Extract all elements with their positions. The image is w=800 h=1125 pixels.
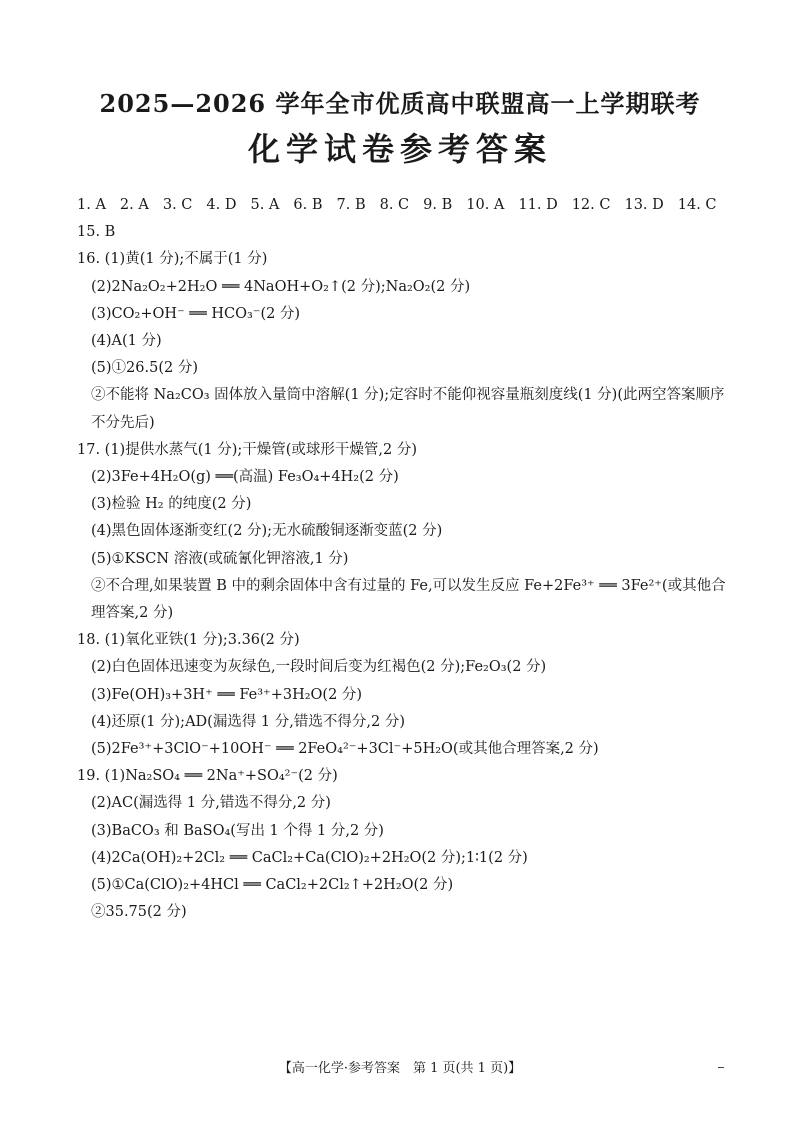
- mc-answer: 11. D: [518, 197, 558, 213]
- q17-part5-2: ②不合理,如果装置 B 中的剩余固体中含有过量的 Fe,可以发生反应 Fe+2Fe³⁺ ══ 3Fe²⁺(或其他合理答案,2 分): [91, 577, 726, 622]
- mc-answer: 14. C: [677, 197, 717, 213]
- q19-part5-2: ②35.75(2 分): [91, 904, 187, 921]
- mc-answer: 5. A: [250, 197, 280, 213]
- q19-part5: (5)①Ca(ClO)₂+4HCl ══ CaCl₂+2Cl₂↑+2H₂O(2 分): [91, 877, 454, 894]
- q17-part5: (5)①KSCN 溶液(或硫氰化钾溶液,1 分): [91, 550, 349, 567]
- mc-answer: 6. B: [293, 197, 323, 213]
- q16-part1: 16. (1)黄(1 分);不属于(1 分): [77, 251, 268, 268]
- q19-part2: (2)AC(漏选得 1 分,错选不得分,2 分): [91, 795, 331, 812]
- mc-answer: 13. D: [624, 197, 664, 213]
- answer-content: [77, 192, 737, 926]
- mc-answer: 3. C: [162, 197, 193, 213]
- document-title: 化学试卷参考答案: [247, 130, 552, 168]
- mc-answer: 7. B: [336, 197, 366, 213]
- q16-part5: (5)①26.5(2 分): [91, 360, 198, 377]
- q17-part2: (2)3Fe+4H₂O(g) ══(高温) Fe₃O₄+4H₂(2 分): [91, 469, 399, 486]
- mc-answers-row-2: [77, 219, 737, 246]
- q19-part1: 19. (1)Na₂SO₄ ══ 2Na⁺+SO₄²⁻(2 分): [77, 768, 338, 785]
- mc-answer: 8. C: [379, 197, 410, 213]
- mc-answer: 12. C: [571, 197, 611, 213]
- q19-part3: (3)BaCO₃ 和 BaSO₄(写出 1 个得 1 分,2 分): [91, 822, 384, 839]
- q19-part4: (4)2Ca(OH)₂+2Cl₂ ══ CaCl₂+Ca(ClO)₂+2H₂O(2 分);1∶1(2 分): [91, 849, 528, 866]
- mc-answer: 15. B: [77, 224, 116, 241]
- q17-part3: (3)检验 H₂ 的纯度(2 分): [91, 496, 252, 513]
- q16-part3: (3)CO₂+OH⁻ ══ HCO₃⁻(2 分): [91, 305, 301, 322]
- mc-answer: 10. A: [466, 197, 505, 213]
- q16-part2: (2)2Na₂O₂+2H₂O ══ 4NaOH+O₂↑(2 分);Na₂O₂(2 分): [91, 278, 471, 295]
- q18-part3: (3)Fe(OH)₃+3H⁺ ══ Fe³⁺+3H₂O(2 分): [91, 686, 363, 703]
- mc-answer: 2. A: [119, 197, 149, 213]
- corner-mark: [718, 1067, 724, 1068]
- exam-title: 2025—2026 学年全市优质高中联盟高一上学期联考: [99, 89, 701, 118]
- q17-part4: (4)黑色固体逐渐变红(2 分);无水硫酸铜逐渐变蓝(2 分): [91, 523, 443, 540]
- q18-part5: (5)2Fe³⁺+3ClO⁻+10OH⁻ ══ 2FeO₄²⁻+3Cl⁻+5H₂O(或其他合理答案,2 分): [91, 741, 599, 758]
- mc-answers-row-1: [77, 192, 737, 219]
- q16-part5-2: ②不能将 Na₂CO₃ 固体放入量筒中溶解(1 分);定容时不能仰视容量瓶刻度线(1 分)(此两空答案顺序不分先后): [91, 387, 725, 431]
- mc-answer: 4. D: [206, 197, 237, 213]
- q18-part1: 18. (1)氧化亚铁(1 分);3.36(2 分): [77, 632, 300, 649]
- mc-answer: 1. A: [77, 197, 106, 213]
- q18-part2: (2)白色固体迅速变为灰绿色,一段时间后变为红褐色(2 分);Fe₂O₃(2 分): [91, 659, 547, 676]
- q16-part4: (4)A(1 分): [91, 333, 162, 350]
- q18-part4: (4)还原(1 分);AD(漏选得 1 分,错选不得分,2 分): [91, 713, 405, 730]
- q17-part1: 17. (1)提供水蒸气(1 分);干燥管(或球形干燥管,2 分): [77, 441, 417, 458]
- mc-answer: 9. B: [423, 197, 453, 213]
- page-footer: 【高一化学·参考答案 第 1 页(共 1 页)】: [278, 1061, 522, 1076]
